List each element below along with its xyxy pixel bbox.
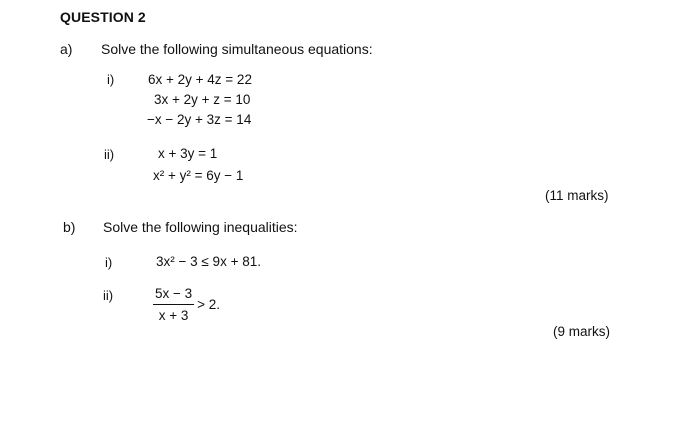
equation-a-ii-1: x + 3y = 1 xyxy=(158,146,218,161)
fraction-denominator: x + 3 xyxy=(158,308,189,323)
part-a-ii-label: ii) xyxy=(104,147,115,162)
fraction-numerator: 5x − 3 xyxy=(153,286,194,305)
inequality-b-ii xyxy=(153,286,220,323)
part-b-i-label: i) xyxy=(105,255,113,270)
equation-a-i-3: −x − 2y + 3z = 14 xyxy=(147,112,252,127)
part-a-label: a) xyxy=(60,41,73,57)
inequality-rhs: > 2. xyxy=(197,297,221,312)
part-b-instruction: Solve the following inequalities: xyxy=(103,219,298,235)
question-title: QUESTION 2 xyxy=(60,9,146,25)
part-b-ii-label: ii) xyxy=(103,288,114,303)
equation-a-i-2: 3x + 2y + z = 10 xyxy=(154,92,251,107)
equation-a-i-1: 6x + 2y + 4z = 22 xyxy=(148,72,252,87)
part-b-label: b) xyxy=(63,219,76,235)
part-a-i-label: i) xyxy=(107,72,115,87)
equation-a-ii-2: x² + y² = 6y − 1 xyxy=(153,168,244,183)
part-b-marks: (9 marks) xyxy=(553,324,610,339)
inequality-b-i: 3x² − 3 ≤ 9x + 81. xyxy=(156,254,261,269)
part-a-marks: (11 marks) xyxy=(545,188,609,203)
part-a-instruction: Solve the following simultaneous equations: xyxy=(101,41,373,57)
fraction xyxy=(153,286,194,323)
